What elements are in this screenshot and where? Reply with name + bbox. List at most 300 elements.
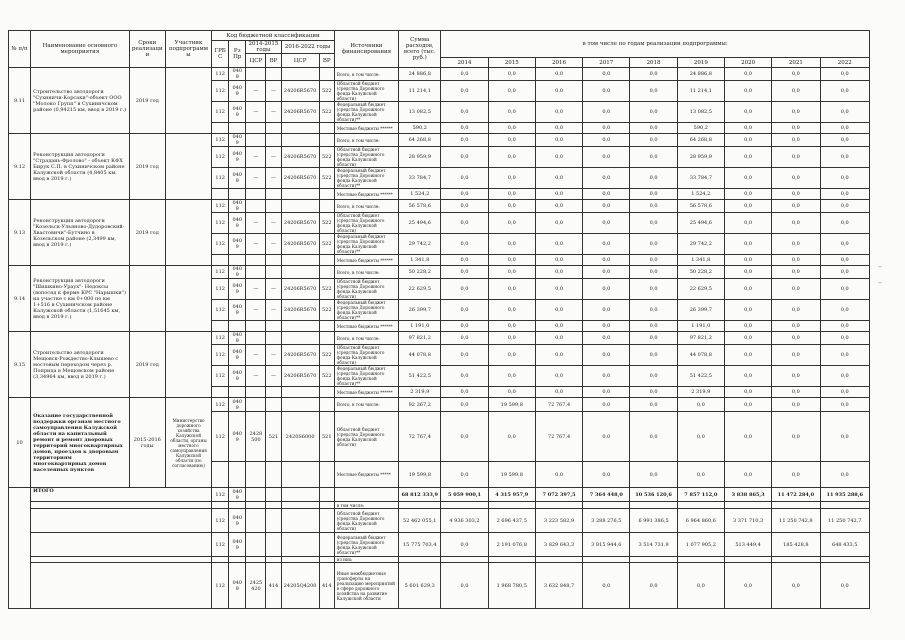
cell-csr-1415: —: [246, 366, 266, 387]
budget-table-sheet: [8, 30, 870, 636]
cell-year-2018: 0,0: [630, 123, 677, 134]
cell-vr-1415: [266, 332, 281, 345]
cell-rzpr: 0409: [229, 398, 246, 412]
cell-year-2022: 0,0: [820, 102, 870, 123]
cell-csr-1622: [281, 123, 319, 134]
cell-source: Федеральный бюджет (средства Дорожного фонда Калужской области)**: [334, 234, 398, 255]
header-no: № п/п: [9, 31, 31, 68]
cell-year-2015: 0,0: [488, 366, 535, 387]
cell-source: Иные межбюджетные трансферты на реализацию мероприятий в сфере дорожного хозяйства на развитие Калужской области: [334, 563, 398, 609]
cell-year-2022: 0,0: [820, 68, 870, 81]
cell-year-2022: 0,0: [820, 213, 870, 234]
cell-grbs: 112: [212, 102, 229, 123]
cell-year-2019: 7 857 112,0: [677, 488, 724, 502]
cell-year-2017: 0,0: [583, 366, 630, 387]
cell-csr-1415: [246, 332, 266, 345]
cell-vr-1622: [319, 509, 334, 533]
cell-csr-1622: 24206R5670: [281, 147, 319, 168]
cell-year-2019: 1 341,8: [677, 255, 724, 266]
cell-year-2017: [583, 502, 630, 509]
header-grbs: ГРБС: [212, 41, 229, 68]
cell-year-2015: 4 315 957,9: [488, 488, 535, 502]
cell-year-2020: 3 371 710,3: [724, 509, 771, 533]
cell-vr-1622: [319, 502, 334, 509]
cell-year-2021: 0,0: [772, 189, 820, 200]
cell-csr-1622: 2420S6000: [281, 412, 319, 462]
cell-year-2015: 0,0: [488, 200, 535, 213]
cell-csr-1622: 24205Q4200: [281, 563, 319, 609]
header-term: Сроки реализации: [129, 31, 165, 68]
cell-year-2017: 0,0: [583, 234, 630, 255]
cell-total: 1 341,8: [399, 255, 441, 266]
table-row: [9, 134, 870, 147]
cell-year-2015: 0,0: [488, 102, 535, 123]
cell-rzpr: 0409: [229, 345, 246, 366]
cell-year-2018: 0,0: [630, 345, 677, 366]
cell-total: 33 784,7: [399, 168, 441, 189]
cell-year-2020: 0,0: [724, 213, 771, 234]
cell-total: 28 959,9: [399, 147, 441, 168]
cell-rzpr: [229, 502, 246, 509]
cell-csr-1415: —: [246, 168, 266, 189]
cell-year-2019: 1 191,0: [677, 321, 724, 332]
cell-year-2016: 3 223 582,9: [535, 509, 582, 533]
cell-year-2015: 0,0: [488, 147, 535, 168]
cell-year-2014: 0,0: [441, 462, 488, 488]
cell-year-2016: 0,0: [535, 462, 582, 488]
cell-year-2014: 0,0: [441, 147, 488, 168]
cell-term: 2019 год: [129, 200, 165, 266]
cell-csr-1415: —: [246, 147, 266, 168]
cell-vr-1622: [319, 398, 334, 412]
cell-year-2020: 0,0: [724, 102, 771, 123]
cell-csr-1622: 24206R5670: [281, 279, 319, 300]
cell-year-2015: 2 696 437,5: [488, 509, 535, 533]
cell-rzpr: [229, 462, 246, 488]
cell-source: Местные бюджеты ******: [334, 189, 398, 200]
table-row: [9, 533, 870, 557]
cell-year-2016: 0,0: [535, 234, 582, 255]
cell-year-2022: 0,0: [820, 266, 870, 279]
cell-source: Федеральный бюджет (средства Дорожного фонда Калужской области)**: [334, 533, 398, 557]
cell-participant: [165, 266, 211, 332]
cell-year-2014: 0,0: [441, 300, 488, 321]
cell-year-2015: 1 968 780,5: [488, 563, 535, 609]
cell-rzpr: [229, 123, 246, 134]
cell-rzpr: 0409: [229, 279, 246, 300]
cell-year-2016: 0,0: [535, 332, 582, 345]
cell-grbs: 112: [212, 266, 229, 279]
cell-vr-1415: [266, 200, 281, 213]
cell-year-2014: 0,0: [441, 168, 488, 189]
cell-vr-1415: [266, 509, 281, 533]
cell-year-2022: 0,0: [820, 300, 870, 321]
cell-year-2021: 0,0: [772, 123, 820, 134]
cell-csr-1415: [246, 502, 266, 509]
cell-year-2017: 0,0: [583, 332, 630, 345]
cell-grbs: 112: [212, 488, 229, 502]
cell-csr-1415: [246, 321, 266, 332]
cell-year-2022: 0,0: [820, 387, 870, 398]
cell-year-2019: 11 214,1: [677, 81, 724, 102]
cell-rzpr: 0409: [229, 533, 246, 557]
cell-csr-1415: [246, 123, 266, 134]
cell-rzpr: [229, 255, 246, 266]
cell-no: 9.13: [9, 200, 31, 266]
cell-year-2016: 3 632 848,7: [535, 563, 582, 609]
cell-year-2019: 6 964 860,6: [677, 509, 724, 533]
cell-year-2019: 13 082,5: [677, 102, 724, 123]
cell-year-2016: 0,0: [535, 345, 582, 366]
cell-grbs: 112: [212, 412, 229, 462]
cell-vr-1622: 522: [319, 279, 334, 300]
cell-rzpr: 0409: [229, 412, 246, 462]
cell-grbs: 112: [212, 213, 229, 234]
cell-csr-1415: [246, 398, 266, 412]
cell-year-2021: 0,0: [772, 168, 820, 189]
cell-year-2018: 10 536 120,6: [630, 488, 677, 502]
cell-grbs: 112: [212, 81, 229, 102]
cell-vr-1622: [319, 533, 334, 557]
cell-year-2014: 0,0: [441, 134, 488, 147]
cell-csr-1415: —: [246, 345, 266, 366]
cell-year-2022: 0,0: [820, 255, 870, 266]
cell-csr-1415: [246, 255, 266, 266]
cell-csr-1415: 2428500: [246, 412, 266, 462]
cell-participant: Министерство дорожного хозяйства Калужской области, органы местного самоуправления Калужской области (по согласованию): [165, 398, 211, 488]
cell-year-2018: 0,0: [630, 563, 677, 609]
cell-vr-1415: —: [266, 366, 281, 387]
cell-year-2019: 33 784,7: [677, 168, 724, 189]
cell-grbs: 112: [212, 134, 229, 147]
cell-year-2020: 0,0: [724, 332, 771, 345]
cell-grbs: 112: [212, 300, 229, 321]
cell-term: 2015-2016 годы: [129, 398, 165, 488]
cell-year-2019: 28 959,9: [677, 147, 724, 168]
cell-vr-1622: [319, 488, 334, 502]
itogo-label: ИТОГО: [31, 488, 212, 502]
cell-year-2016: 0,0: [535, 255, 582, 266]
cell-source: Областной бюджет (средства Дорожного фонда Калужской области): [334, 213, 398, 234]
cell-year-2014: 4 936 303,2: [441, 509, 488, 533]
cell-rzpr: [229, 387, 246, 398]
cell-grbs: 112: [212, 332, 229, 345]
cell-year-2017: 3 815 944,6: [583, 533, 630, 557]
cell-year-2018: 0,0: [630, 300, 677, 321]
cell-year-2022: 0,0: [820, 189, 870, 200]
cell-year-2020: 0,0: [724, 68, 771, 81]
cell-source: Федеральный бюджет (средства Дорожного фонда Калужской области)**: [334, 102, 398, 123]
cell-source: Областной бюджет (средства Дорожного фонда Калужской области): [334, 345, 398, 366]
header-year-2014: 2014: [441, 58, 488, 68]
cell-participant: [165, 134, 211, 200]
cell-rzpr: 0409: [229, 509, 246, 533]
cell-name: Реконструкция автодороги "Страдань-Фролово" - объект КФХ Бирук С.П. в Сухиничском районе Калужской области (4,8405 км, ввод в 2019 г.): [31, 134, 130, 200]
cell-year-2022: 0,0: [820, 398, 870, 412]
cell-grbs: [212, 123, 229, 134]
cell-rzpr: 0409: [229, 68, 246, 81]
cell-year-2022: 0,0: [820, 134, 870, 147]
cell-participant: [165, 68, 211, 134]
cell-csr-1622: [281, 189, 319, 200]
cell-empty: [31, 502, 212, 509]
cell-csr-1622: [281, 321, 319, 332]
cell-csr-1622: [281, 200, 319, 213]
cell-year-2016: 3 829 643,3: [535, 533, 582, 557]
cell-total: 2 319,9: [399, 387, 441, 398]
cell-year-2014: [441, 502, 488, 509]
cell-year-2021: 0,0: [772, 147, 820, 168]
cell-total: 1 524,2: [399, 189, 441, 200]
cell-year-2015: 0,0: [488, 412, 535, 462]
cell-vr-1622: 521: [319, 412, 334, 462]
cell-csr-1622: [281, 502, 319, 509]
cell-grbs: [212, 502, 229, 509]
cell-year-2017: 0,0: [583, 255, 630, 266]
cell-year-2017: 0,0: [583, 147, 630, 168]
cell-year-2021: [772, 502, 820, 509]
cell-vr-1622: 522: [319, 213, 334, 234]
cell-csr-1622: 24206R5670: [281, 168, 319, 189]
cell-total: 11 214,1: [399, 81, 441, 102]
cell-no: 10: [9, 398, 31, 488]
header-year-2022: 2022: [820, 58, 870, 68]
cell-year-2017: 0,0: [583, 102, 630, 123]
cell-total: 50 228,2: [399, 266, 441, 279]
cell-year-2017: 0,0: [583, 81, 630, 102]
cell-year-2017: 0,0: [583, 123, 630, 134]
cell-csr-1622: [281, 398, 319, 412]
cell-vr-1415: [266, 123, 281, 134]
cell-year-2018: [630, 502, 677, 509]
header-total: Сумма расходов, всего (тыс. руб.): [399, 31, 441, 68]
cell-year-2016: 0,0: [535, 200, 582, 213]
cell-year-2022: 0,0: [820, 234, 870, 255]
header-vr-1: ВР: [266, 54, 281, 68]
cell-rzpr: 0409: [229, 81, 246, 102]
cell-year-2018: 0,0: [630, 168, 677, 189]
cell-year-2022: 11 935 288,6: [820, 488, 870, 502]
cell-year-2014: 0,0: [441, 81, 488, 102]
cell-year-2022: 0,0: [820, 321, 870, 332]
cell-no: 9.14: [9, 266, 31, 332]
cell-year-2020: 0,0: [724, 345, 771, 366]
cell-year-2019: 29 742,2: [677, 234, 724, 255]
cell-csr-1415: [246, 134, 266, 147]
cell-rzpr: 0409: [229, 332, 246, 345]
cell-vr-1415: —: [266, 102, 281, 123]
cell-rzpr: 0409: [229, 563, 246, 609]
cell-vr-1622: [319, 321, 334, 332]
cell-csr-1622: [281, 68, 319, 81]
cell-year-2017: 7 364 448,0: [583, 488, 630, 502]
cell-source: Всего, в том числе:: [334, 68, 398, 81]
cell-source: Местные бюджеты ******: [334, 255, 398, 266]
cell-empty: [31, 563, 212, 609]
cell-rzpr: 0409: [229, 366, 246, 387]
cell-year-2015: 0,0: [488, 189, 535, 200]
cell-csr-1622: 24206R5670: [281, 366, 319, 387]
cell-year-2020: 0,0: [724, 398, 771, 412]
cell-year-2017: 0,0: [583, 266, 630, 279]
cell-source: Всего, в том числе:: [334, 332, 398, 345]
cell-vr-1415: [266, 502, 281, 509]
cell-csr-1622: 24206R5670: [281, 234, 319, 255]
cell-year-2020: 0,0: [724, 412, 771, 462]
header-source: Источники финансирования: [334, 31, 398, 68]
cell-csr-1415: —: [246, 81, 266, 102]
cell-year-2017: 0,0: [583, 398, 630, 412]
cell-year-2019: 0,0: [677, 398, 724, 412]
cell-year-2015: 0,0: [488, 387, 535, 398]
cell-source: Местные бюджеты *****: [334, 462, 398, 488]
cell-year-2022: 0,0: [820, 279, 870, 300]
cell-rzpr: 0409: [229, 488, 246, 502]
cell-year-2021: 0,0: [772, 255, 820, 266]
cell-csr-1622: [281, 462, 319, 488]
cell-csr-1622: [281, 134, 319, 147]
cell-year-2022: 0,0: [820, 412, 870, 462]
cell-year-2017: 0,0: [583, 412, 630, 462]
cell-year-2020: 0,0: [724, 563, 771, 609]
cell-year-2022: 11 250 742,7: [820, 509, 870, 533]
cell-year-2021: 0,0: [772, 134, 820, 147]
cell-year-2014: 0,0: [441, 266, 488, 279]
cell-year-2014: 0,0: [441, 412, 488, 462]
cell-total: [399, 502, 441, 509]
cell-vr-1415: [266, 398, 281, 412]
cell-vr-1622: 522: [319, 168, 334, 189]
cell-year-2016: 0,0: [535, 147, 582, 168]
cell-year-2019: 50 228,2: [677, 266, 724, 279]
cell-source: Местные бюджеты ******: [334, 387, 398, 398]
cell-csr-1415: [246, 509, 266, 533]
cell-year-2016: 0,0: [535, 168, 582, 189]
cell-vr-1415: [266, 321, 281, 332]
cell-year-2021: 0,0: [772, 300, 820, 321]
cell-vr-1415: [266, 387, 281, 398]
cell-year-2017: 0,0: [583, 345, 630, 366]
cell-vr-1622: [319, 332, 334, 345]
cell-year-2017: 0,0: [583, 168, 630, 189]
cell-total: 13 082,5: [399, 102, 441, 123]
cell-vr-1622: [319, 123, 334, 134]
cell-year-2014: 0,0: [441, 279, 488, 300]
cell-year-2020: 0,0: [724, 321, 771, 332]
cell-csr-1415: —: [246, 102, 266, 123]
cell-csr-1415: [246, 68, 266, 81]
cell-year-2022: 0,0: [820, 168, 870, 189]
cell-year-2018: 0,0: [630, 102, 677, 123]
cell-grbs: [212, 255, 229, 266]
cell-csr-1622: 24206R5670: [281, 102, 319, 123]
cell-csr-1415: [246, 533, 266, 557]
cell-name: Строительство автодороги "Сухиничи-Корсаки"-объект ООО "Молоко Групп" в Сухиничском районе (0,94215 км, ввод в 2019 г.): [31, 68, 130, 134]
cell-grbs: 112: [212, 509, 229, 533]
cell-year-2018: 0,0: [630, 255, 677, 266]
cell-grbs: 112: [212, 147, 229, 168]
header-rzpr: Рз Пр: [229, 41, 246, 68]
cell-grbs: [212, 387, 229, 398]
cell-source: Областной бюджет (средства Дорожного фонда Калужской области): [334, 279, 398, 300]
cell-year-2018: 0,0: [630, 321, 677, 332]
cell-year-2020: 0,0: [724, 123, 771, 134]
cell-vr-1622: [319, 462, 334, 488]
cell-vr-1415: [266, 68, 281, 81]
cell-grbs: [212, 189, 229, 200]
header-participant: Участник подпрограммы: [165, 31, 211, 68]
cell-year-2014: 0,0: [441, 255, 488, 266]
cell-name: Реконструкция автодороги "Шишкино-Ураух"- Недоксы (вопосяд к ферме КРС "Нарышки") на участке с км 0+000 по км 1+516 в Сухиничском районе Калужской области (1,51645 км, ввод в 2019 г.): [31, 266, 130, 332]
cell-year-2015: [488, 502, 535, 509]
cell-grbs: 112: [212, 398, 229, 412]
cell-year-2021: 185 428,8: [772, 533, 820, 557]
cell-year-2020: 0,0: [724, 147, 771, 168]
cell-vr-1415: —: [266, 147, 281, 168]
cell-year-2016: 7 072 397,5: [535, 488, 582, 502]
cell-year-2020: 0,0: [724, 387, 771, 398]
cell-year-2015: 19 599,8: [488, 398, 535, 412]
cell-year-2022: 0,0: [820, 563, 870, 609]
cell-year-2018: 0,0: [630, 332, 677, 345]
cell-year-2017: 0,0: [583, 321, 630, 332]
cell-csr-1622: [281, 509, 319, 533]
cell-source: Областной бюджет (средства Дорожного фонда Калужской области): [334, 147, 398, 168]
cell-year-2016: 0,0: [535, 134, 582, 147]
cell-total: 97 821,2: [399, 332, 441, 345]
header-csr-2: ЦСР: [281, 54, 319, 68]
cell-term: 2019 год: [129, 332, 165, 398]
cell-year-2021: 0,0: [772, 366, 820, 387]
cell-year-2019: 51 422,5: [677, 366, 724, 387]
cell-year-2018: 0,0: [630, 189, 677, 200]
cell-rzpr: 0409: [229, 234, 246, 255]
cell-year-2016: 0,0: [535, 279, 582, 300]
cell-csr-1415: —: [246, 213, 266, 234]
cell-rzpr: [229, 189, 246, 200]
table-row: [9, 563, 870, 609]
cell-year-2015: 0,0: [488, 234, 535, 255]
cell-year-2016: 0,0: [535, 266, 582, 279]
cell-name: Оказание государственной поддержки органам местного самоуправления Калужской области на капитальный ремонт и ремонт дворовых территорий многоквартирных домов, проездов к дворовым территориям многоквартирных домов населенных пунктов: [31, 398, 130, 488]
cell-source: Местные бюджеты ******: [334, 321, 398, 332]
table-row: [9, 332, 870, 345]
cell-year-2021: 0,0: [772, 563, 820, 609]
cell-year-2021: 0,0: [772, 332, 820, 345]
cell-year-2015: 0,0: [488, 345, 535, 366]
cell-vr-1415: 521: [266, 412, 281, 462]
cell-csr-1622: [281, 255, 319, 266]
cell-term: [129, 266, 165, 332]
cell-grbs: [212, 462, 229, 488]
cell-total: 26 399,7: [399, 300, 441, 321]
cell-year-2021: 0,0: [772, 266, 820, 279]
cell-year-2018: 0,0: [630, 147, 677, 168]
cell-year-2015: 0,0: [488, 168, 535, 189]
cell-year-2015: 0,0: [488, 213, 535, 234]
cell-year-2020: 0,0: [724, 266, 771, 279]
cell-vr-1622: [319, 68, 334, 81]
cell-year-2014: 5 059 900,1: [441, 488, 488, 502]
cell-source: Местные бюджеты ******: [334, 123, 398, 134]
cell-rzpr: 0409: [229, 168, 246, 189]
cell-grbs: 112: [212, 200, 229, 213]
cell-total: 68 812 333,9: [399, 488, 441, 502]
header-year-2016: 2016: [535, 58, 582, 68]
cell-no: 9.11: [9, 68, 31, 134]
cell-grbs: 112: [212, 345, 229, 366]
cell-total: 24 886,8: [399, 68, 441, 81]
